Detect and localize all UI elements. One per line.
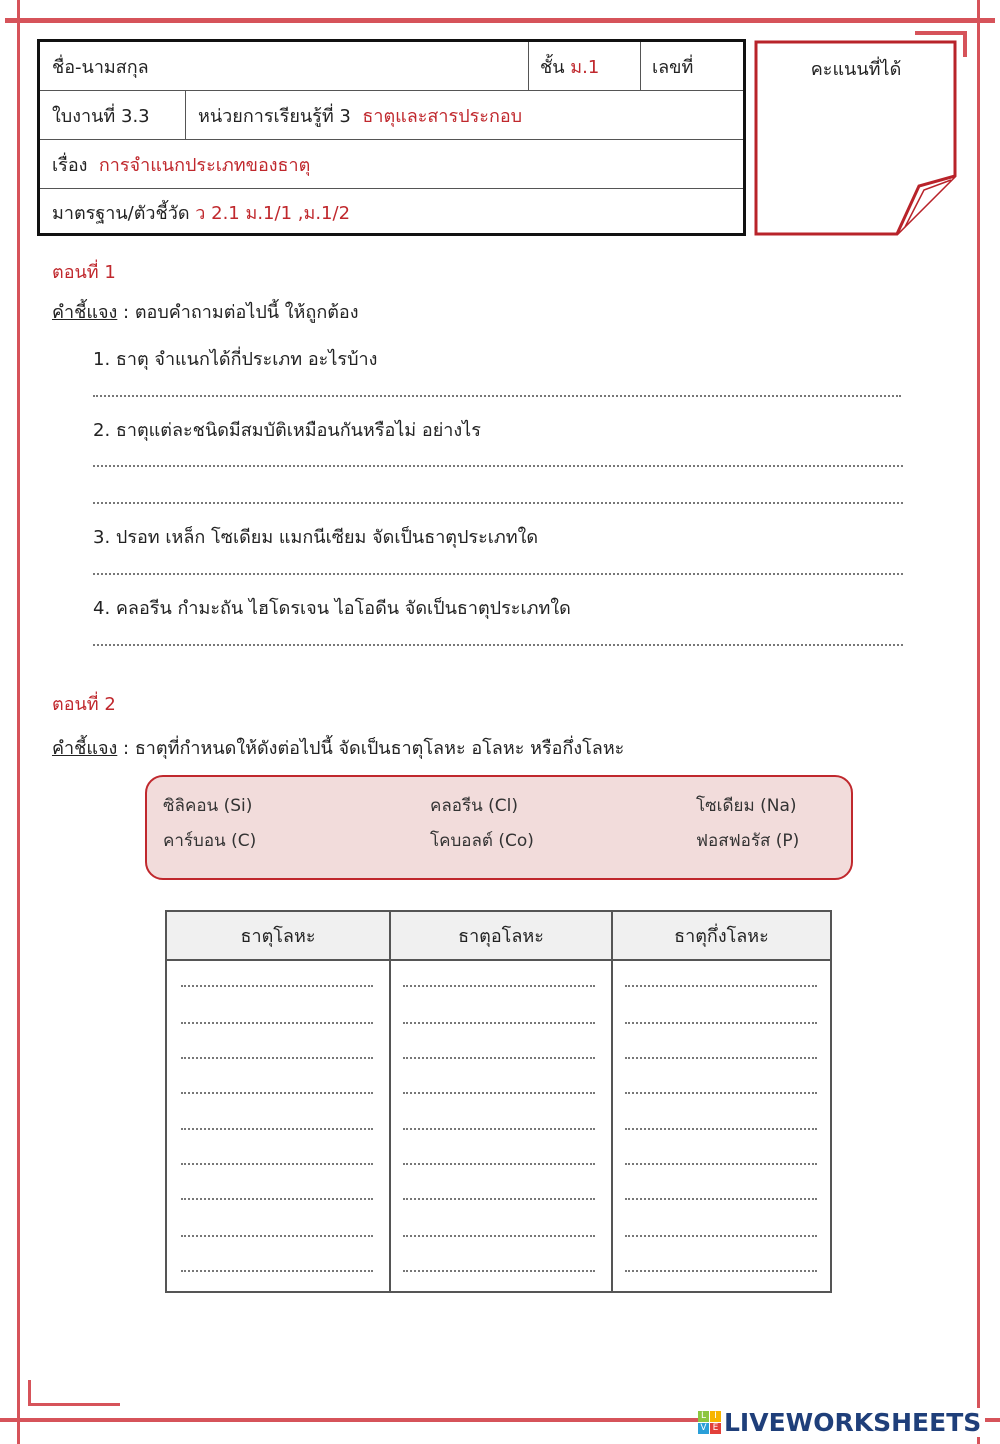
- table-answer-line[interactable]: [403, 1057, 595, 1059]
- table-answer-line[interactable]: [403, 1128, 595, 1130]
- part2-instruction: [52, 733, 624, 762]
- table-answer-line[interactable]: [403, 1270, 595, 1272]
- answer-line[interactable]: [93, 465, 903, 467]
- question-3: 3. ปรอท เหล็ก โซเดียม แมกนีเซียม จัดเป็นธาตุประเภทใด: [93, 527, 539, 548]
- table-answer-line[interactable]: [181, 1270, 373, 1272]
- column-header-metal: ธาตุโลหะ: [167, 912, 389, 961]
- table-answer-line[interactable]: [403, 985, 595, 987]
- table-answer-line[interactable]: [625, 1128, 817, 1130]
- table-answer-line[interactable]: [403, 1092, 595, 1094]
- liveworksheets-logo: [698, 1408, 985, 1437]
- answer-line[interactable]: [93, 395, 901, 397]
- topic-value: การจำแนกประเภทของธาตุ: [98, 154, 311, 176]
- column-header-nonmetal: ธาตุอโลหะ: [389, 912, 611, 961]
- answer-line[interactable]: [93, 573, 903, 575]
- element-item: โคบอลต์ (Co): [430, 831, 534, 851]
- table-answer-line[interactable]: [181, 1163, 373, 1165]
- corner-bracket: [28, 1403, 120, 1406]
- element-item: คาร์บอน (C): [163, 831, 257, 851]
- table-answer-line[interactable]: [403, 1235, 595, 1237]
- frame-top-line: [5, 18, 995, 23]
- answer-line[interactable]: [93, 502, 903, 504]
- class-label: ชั้น: [540, 56, 565, 78]
- header-table: [37, 39, 746, 236]
- class-value: ม.1: [570, 56, 600, 78]
- instruction-label: คำชี้แจง: [52, 302, 118, 323]
- score-box: [754, 40, 958, 236]
- unit-field: [186, 91, 746, 139]
- table-answer-line[interactable]: [403, 1163, 595, 1165]
- part2-title: ตอนที่ 2: [52, 694, 116, 715]
- table-answer-line[interactable]: [625, 1235, 817, 1237]
- part1-instruction: [52, 297, 359, 326]
- element-item: คลอรีน (Cl): [430, 796, 519, 816]
- table-answer-line[interactable]: [181, 1092, 373, 1094]
- table-answer-line[interactable]: [625, 1057, 817, 1059]
- worksheet-label: ใบงานที่ 3.3: [52, 105, 150, 127]
- table-answer-line[interactable]: [625, 1270, 817, 1272]
- logo-icon: L I V E: [698, 1411, 721, 1434]
- name-field[interactable]: [40, 42, 531, 90]
- corner-bracket: [963, 31, 967, 57]
- table-answer-line[interactable]: [403, 1022, 595, 1024]
- question-1: 1. ธาตุ จำแนกได้กี่ประเภท อะไรบ้าง: [93, 349, 378, 370]
- table-answer-line[interactable]: [181, 985, 373, 987]
- question-2: 2. ธาตุแต่ละชนิดมีสมบัติเหมือนกันหรือไม่ อย่างไร: [93, 420, 481, 441]
- part1-title: ตอนที่ 1: [52, 262, 116, 283]
- classification-table: [165, 910, 832, 1293]
- question-4: 4. คลอรีน กำมะถัน ไฮโดรเจน ไอโอดีน จัดเป็นธาตุประเภทใด: [93, 598, 571, 619]
- table-answer-line[interactable]: [403, 1198, 595, 1200]
- table-answer-line[interactable]: [181, 1022, 373, 1024]
- element-item: ฟอสฟอรัส (P): [696, 831, 800, 851]
- unit-value: ธาตุและสารประกอบ: [362, 105, 523, 127]
- element-item: โซเดียม (Na): [696, 796, 797, 816]
- frame-left-line: [17, 0, 20, 1444]
- standard-value: ว 2.1 ม.1/1 ,ม.1/2: [195, 203, 351, 224]
- class-field: [528, 42, 640, 90]
- table-answer-line[interactable]: [625, 1022, 817, 1024]
- name-label: ชื่อ-นามสกุล: [52, 56, 149, 78]
- column-header-metalloid: ธาตุกึ่งโลหะ: [611, 912, 830, 961]
- corner-bracket: [915, 31, 967, 35]
- table-answer-line[interactable]: [181, 1235, 373, 1237]
- instruction-text: : ตอบคำถามต่อไปนี้ ให้ถูกต้อง: [117, 302, 359, 323]
- worksheet-number: [40, 91, 186, 139]
- element-list-box: [145, 775, 853, 880]
- table-answer-line[interactable]: [181, 1128, 373, 1130]
- instruction-label: คำชี้แจง: [52, 738, 118, 759]
- table-answer-line[interactable]: [181, 1198, 373, 1200]
- brand-name: LIVEWORKSHEETS: [724, 1408, 982, 1437]
- instruction-text: : ธาตุที่กำหนดให้ดังต่อไปนี้ จัดเป็นธาตุโลหะ อโลหะ หรือกึ่งโลหะ: [117, 738, 625, 759]
- number-label: เลขที่: [652, 56, 694, 78]
- answer-line[interactable]: [93, 644, 903, 646]
- table-answer-line[interactable]: [181, 1057, 373, 1059]
- number-field[interactable]: [640, 42, 746, 90]
- standard-field: [40, 189, 746, 236]
- standard-label: มาตรฐาน/ตัวชี้วัด: [52, 203, 190, 224]
- topic-field: [40, 140, 746, 188]
- unit-label: หน่วยการเรียนรู้ที่ 3: [198, 105, 351, 127]
- table-answer-line[interactable]: [625, 1163, 817, 1165]
- frame-right-line: [977, 0, 980, 1444]
- topic-label: เรื่อง: [52, 154, 88, 176]
- table-answer-line[interactable]: [625, 1198, 817, 1200]
- score-label: คะแนนที่ได้: [810, 59, 902, 80]
- table-answer-line[interactable]: [625, 985, 817, 987]
- table-answer-line[interactable]: [625, 1092, 817, 1094]
- element-item: ซิลิคอน (Si): [163, 796, 253, 816]
